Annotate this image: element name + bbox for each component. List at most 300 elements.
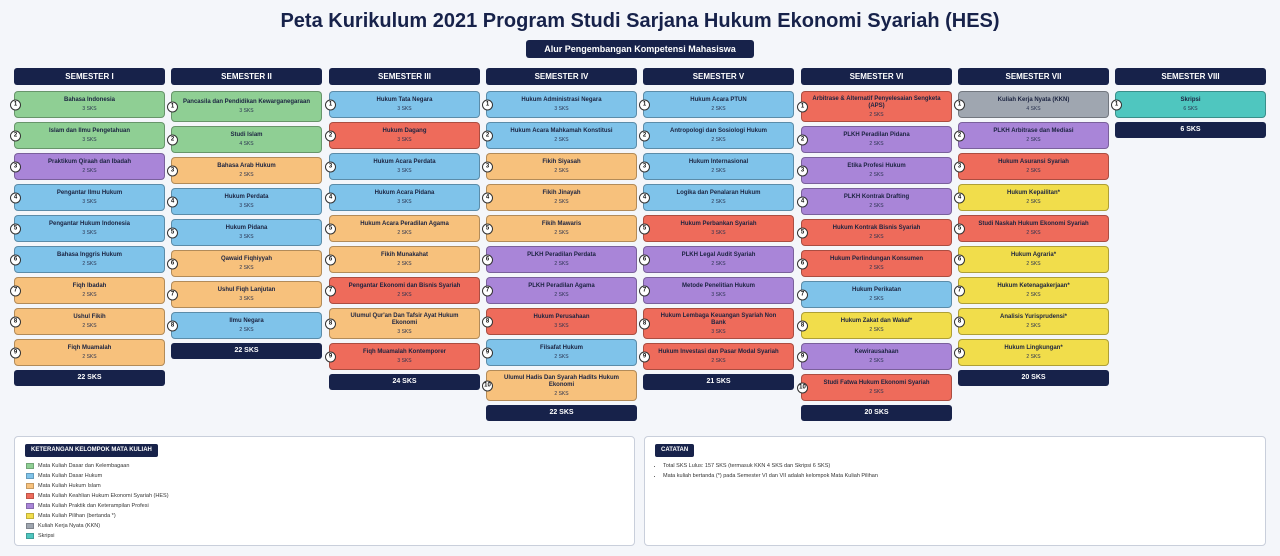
course-number-badge: 6 [482, 254, 493, 265]
course-name: Fiqh Ibadah [72, 283, 107, 289]
course-card[interactable] [14, 215, 165, 242]
course-name: Hukum Acara Pidana [374, 190, 435, 196]
legend-label: Mata Kuliah Praktik dan Keterampilan Profesi [38, 503, 149, 509]
course-name: Ulumul Hadis Dan Syarah Hadits Hukum Ekonomi [503, 374, 620, 388]
course-credits: 2 SKS [82, 292, 97, 298]
course-number-badge: 7 [10, 285, 21, 296]
course-number-badge: 8 [325, 318, 336, 329]
legend-item [26, 481, 169, 491]
course-name: PLKH Legal Audit Syariah [681, 252, 756, 258]
course-number-badge: 3 [954, 161, 965, 172]
legend-title: KETERANGAN KELOMPOK MATA KULIAH [25, 444, 158, 457]
course-number-badge: 1 [797, 101, 808, 112]
course-credits: 3 SKS [554, 323, 569, 329]
course-card[interactable] [958, 184, 1109, 211]
course-card[interactable] [958, 339, 1109, 366]
course-credits: 2 SKS [869, 172, 884, 178]
course-number-badge: 7 [325, 285, 336, 296]
course-credits: 3 SKS [397, 168, 412, 174]
course-card[interactable] [171, 157, 322, 184]
course-card[interactable] [14, 277, 165, 304]
course-card[interactable] [958, 246, 1109, 273]
course-name: Arbitrase & Alternatif Penyelesaian Sengketa (APS) [812, 95, 941, 109]
course-credits: 3 SKS [397, 199, 412, 205]
course-number-badge: 6 [325, 254, 336, 265]
legend-label: Kuliah Kerja Nyata (KKN) [38, 523, 101, 529]
course-number-badge: 2 [167, 134, 178, 145]
course-name: Hukum Acara Peradilan Agama [360, 221, 449, 227]
course-number-badge: 4 [797, 196, 808, 207]
course-number-badge: 5 [797, 227, 808, 238]
course-card[interactable] [801, 281, 952, 308]
course-credits: 2 SKS [869, 203, 884, 209]
course-card[interactable] [329, 277, 480, 304]
course-card[interactable] [643, 277, 794, 304]
course-name: Hukum Internasional [688, 159, 749, 165]
legend-label: Mata Kuliah Keahlian Hukum Ekonomi Syariah (HES) [38, 493, 169, 499]
course-credits: 2 SKS [1026, 354, 1041, 360]
course-number-badge: 2 [482, 130, 493, 141]
legend-swatch [26, 513, 34, 519]
course-number-badge: 2 [639, 130, 650, 141]
semester-total: 24 SKS [329, 374, 480, 390]
course-name: Pengantar Ilmu Hukum [56, 190, 123, 196]
course-number-badge: 7 [797, 289, 808, 300]
course-credits: 2 SKS [1026, 199, 1041, 205]
course-card[interactable] [14, 91, 165, 118]
legend-swatch [26, 463, 34, 469]
course-card[interactable] [171, 219, 322, 246]
course-credits: 2 SKS [869, 111, 884, 118]
note-item: • Mata kuliah bertanda (*) pada Semester VI dan VII adalah kelompok Mata Kuliah Pilihan [663, 473, 878, 483]
course-card[interactable] [958, 308, 1109, 335]
course-card[interactable] [329, 308, 480, 339]
page-title: Peta Kurikulum 2021 Program Studi Sarjana Hukum Ekonomi Syariah (HES) [280, 10, 1000, 32]
course-card[interactable] [801, 219, 952, 246]
course-name: Ilmu Negara [229, 318, 264, 324]
course-name: Fikih Siyasah [542, 159, 581, 165]
legend-swatch [26, 493, 34, 499]
legend-item [26, 501, 169, 511]
course-card[interactable] [486, 277, 637, 304]
course-name: Kuliah Kerja Nyata (KKN) [997, 97, 1070, 103]
legend-swatch [26, 473, 34, 479]
course-card[interactable] [801, 91, 952, 122]
course-card[interactable] [486, 370, 637, 401]
course-card[interactable] [801, 343, 952, 370]
course-number-badge: 2 [954, 130, 965, 141]
course-number-badge: 1 [1111, 99, 1122, 110]
course-credits: 2 SKS [869, 265, 884, 271]
course-number-badge: 7 [482, 285, 493, 296]
course-credits: 2 SKS [711, 358, 726, 364]
course-card[interactable] [329, 215, 480, 242]
course-card[interactable] [801, 126, 952, 153]
course-number-badge: 9 [954, 347, 965, 358]
course-credits: 3 SKS [239, 203, 254, 209]
legend-swatch [26, 523, 34, 529]
course-credits: 2 SKS [397, 230, 412, 236]
course-card[interactable] [486, 308, 637, 335]
semester-total: 20 SKS [958, 370, 1109, 386]
course-number-badge: 4 [482, 192, 493, 203]
legend-label: Mata Kuliah Hukum Islam [38, 483, 101, 489]
course-credits: 2 SKS [554, 137, 569, 143]
course-number-badge: 10 [482, 380, 493, 391]
course-credits: 3 SKS [239, 234, 254, 240]
course-card[interactable] [801, 188, 952, 215]
course-credits: 2 SKS [397, 292, 412, 298]
course-name: PLKH Peradilan Pidana [843, 132, 910, 138]
course-card[interactable] [643, 153, 794, 180]
course-card[interactable] [643, 343, 794, 370]
course-name: Hukum Perusahaan [533, 314, 590, 320]
course-credits: 2 SKS [711, 261, 726, 267]
course-card[interactable] [329, 184, 480, 211]
course-credits: 3 SKS [82, 106, 97, 112]
course-number-badge: 8 [639, 318, 650, 329]
course-card[interactable] [486, 215, 637, 242]
course-number-badge: 8 [167, 320, 178, 331]
legend-swatch [26, 503, 34, 509]
course-card[interactable] [958, 215, 1109, 242]
course-credits: 2 SKS [239, 265, 254, 271]
semester-total: 21 SKS [643, 374, 794, 390]
course-name: Ushul Fikih [73, 314, 106, 320]
course-name: Filsafat Hukum [539, 345, 583, 351]
course-name: Hukum Perdata [224, 194, 269, 200]
course-card[interactable] [643, 122, 794, 149]
course-number-badge: 4 [325, 192, 336, 203]
course-number-badge: 8 [954, 316, 965, 327]
course-card[interactable] [486, 184, 637, 211]
course-credits: 2 SKS [82, 323, 97, 329]
course-name: Skripsi [1180, 97, 1201, 103]
course-credits: 2 SKS [869, 389, 884, 395]
course-card[interactable] [958, 91, 1109, 118]
course-credits: 3 SKS [82, 137, 97, 143]
course-number-badge: 9 [10, 347, 21, 358]
course-credits: 2 SKS [711, 137, 726, 143]
notes-panel [644, 436, 1266, 546]
course-card[interactable] [801, 250, 952, 277]
course-number-badge: 6 [167, 258, 178, 269]
course-credits: 2 SKS [82, 354, 97, 360]
course-name: Bahasa Inggris Hukum [56, 252, 122, 258]
course-credits: 2 SKS [554, 199, 569, 205]
course-card[interactable] [171, 126, 322, 153]
course-name: Pengantar Hukum Indonesia [48, 221, 130, 227]
course-name: Studi Naskah Hukum Ekonomi Syariah [978, 221, 1089, 227]
course-name: Hukum Zakat dan Wakaf* [840, 318, 913, 324]
course-card[interactable] [958, 277, 1109, 304]
course-number-badge: 8 [797, 320, 808, 331]
note-item: • Total SKS Lulus: 157 SKS (termasuk KKN 4 SKS dan Skripsi 6 SKS) [663, 463, 878, 473]
course-credits: 3 SKS [397, 358, 412, 364]
course-number-badge: 7 [639, 285, 650, 296]
semester-column [1115, 68, 1266, 138]
course-name: Qawaid Fiqhiyyah [220, 256, 272, 262]
course-name: PLKH Peradilan Agama [528, 283, 595, 289]
course-card[interactable] [486, 153, 637, 180]
course-card[interactable] [329, 153, 480, 180]
course-credits: 3 SKS [711, 328, 726, 335]
semester-column [801, 68, 952, 421]
course-number-badge: 3 [639, 161, 650, 172]
course-number-badge: 6 [797, 258, 808, 269]
course-credits: 3 SKS [397, 106, 412, 112]
course-name: Fiqh Muamalah Kontemporer [362, 349, 446, 355]
course-credits: 2 SKS [869, 327, 884, 333]
semester-total: 22 SKS [171, 343, 322, 359]
course-card[interactable] [643, 184, 794, 211]
course-number-badge: 1 [954, 99, 965, 110]
legend-item [26, 491, 169, 501]
course-number-badge: 3 [325, 161, 336, 172]
course-credits: 2 SKS [1026, 292, 1041, 298]
course-number-badge: 4 [639, 192, 650, 203]
course-number-badge: 2 [10, 130, 21, 141]
legend-item [26, 521, 169, 531]
course-number-badge: 5 [954, 223, 965, 234]
course-card[interactable] [171, 91, 322, 122]
course-number-badge: 5 [639, 223, 650, 234]
course-name: Bahasa Indonesia [63, 97, 116, 103]
course-credits: 3 SKS [239, 296, 254, 302]
course-number-badge: 6 [639, 254, 650, 265]
course-name: Hukum Ketenagakerjaan* [997, 283, 1070, 289]
course-number-badge: 10 [797, 382, 808, 393]
course-credits: 2 SKS [869, 358, 884, 364]
course-credits: 2 SKS [554, 390, 569, 397]
course-credits: 6 SKS [1183, 106, 1198, 112]
course-card[interactable] [486, 339, 637, 366]
semester-column [958, 68, 1109, 386]
course-card[interactable] [643, 308, 794, 339]
course-credits: 3 SKS [711, 292, 726, 298]
course-card[interactable] [14, 339, 165, 366]
course-name: Logika dan Penalaran Hukum [676, 190, 761, 196]
course-name: Hukum Administrasi Negara [521, 97, 602, 103]
course-number-badge: 5 [167, 227, 178, 238]
course-name: Hukum Pidana [225, 225, 268, 231]
course-name: Praktikum Qiraah dan Ibadah [47, 159, 132, 165]
course-credits: 2 SKS [1026, 323, 1041, 329]
course-number-badge: 1 [482, 99, 493, 110]
course-name: Hukum Perbankan Syariah [680, 221, 757, 227]
course-card[interactable] [329, 343, 480, 370]
course-number-badge: 8 [10, 316, 21, 327]
course-name: Hukum Acara PTUN [690, 97, 747, 103]
course-card[interactable] [801, 157, 952, 184]
course-name: Pancasila dan Pendidikan Kewarganegaraan [182, 99, 311, 105]
course-number-badge: 3 [10, 161, 21, 172]
legend-label: Mata Kuliah Dasar dan Kelembagaan [38, 463, 130, 469]
semester-column [486, 68, 637, 421]
notes-title: CATATAN [655, 444, 694, 457]
course-number-badge: 4 [167, 196, 178, 207]
course-number-badge: 1 [167, 101, 178, 112]
course-credits: 2 SKS [1026, 137, 1041, 143]
course-name: Pengantar Ekonomi dan Bisnis Syariah [348, 283, 461, 289]
semester-header: SEMESTER VI [801, 68, 952, 85]
course-name: Analisis Yurisprudensi* [1000, 314, 1067, 320]
course-name: Kewirausahaan [854, 349, 899, 355]
semester-total: 6 SKS [1115, 122, 1266, 138]
course-card[interactable] [486, 122, 637, 149]
semester-header: SEMESTER IV [486, 68, 637, 85]
course-credits: 2 SKS [554, 354, 569, 360]
course-number-badge: 3 [167, 165, 178, 176]
course-name: Hukum Perikatan [851, 287, 902, 293]
course-name: Hukum Asuransi Syariah [998, 159, 1069, 165]
semester-total: 22 SKS [486, 405, 637, 421]
course-card[interactable] [171, 250, 322, 277]
course-number-badge: 2 [797, 134, 808, 145]
legend-swatch [26, 483, 34, 489]
course-card[interactable] [486, 91, 637, 118]
course-card[interactable] [14, 308, 165, 335]
semester-header: SEMESTER I [14, 68, 165, 85]
course-card[interactable] [643, 91, 794, 118]
course-name: PLKH Peradilan Perdata [527, 252, 596, 258]
course-name: Antropologi dan Sosiologi Hukum [670, 128, 767, 134]
legend-panel [14, 436, 635, 546]
course-number-badge: 9 [797, 351, 808, 362]
course-card[interactable] [486, 246, 637, 273]
course-number-badge: 6 [954, 254, 965, 265]
course-name: Hukum Dagang [382, 128, 427, 134]
course-card[interactable] [171, 281, 322, 308]
course-name: Ushul Fiqh Lanjutan [217, 287, 276, 293]
course-name: Hukum Acara Mahkamah Konstitusi [510, 128, 613, 134]
course-card[interactable] [1115, 91, 1266, 118]
semester-header: SEMESTER VII [958, 68, 1109, 85]
course-credits: 2 SKS [554, 292, 569, 298]
course-credits: 2 SKS [554, 168, 569, 174]
course-number-badge: 2 [325, 130, 336, 141]
course-name: Ulumul Qur'an Dan Tafsir Ayat Hukum Ekonomi [350, 312, 459, 326]
course-card[interactable] [958, 122, 1109, 149]
course-card[interactable] [14, 246, 165, 273]
course-credits: 2 SKS [1026, 168, 1041, 174]
course-number-badge: 8 [482, 316, 493, 327]
course-credits: 2 SKS [869, 141, 884, 147]
legend-item [26, 461, 169, 471]
course-credits: 2 SKS [82, 168, 97, 174]
semester-column [329, 68, 480, 390]
course-credits: 2 SKS [239, 327, 254, 333]
course-credits: 4 SKS [239, 141, 254, 147]
course-number-badge: 9 [482, 347, 493, 358]
course-name: Fikih Jinayah [542, 190, 581, 196]
legend-swatch [26, 533, 34, 539]
course-number-badge: 4 [954, 192, 965, 203]
course-number-badge: 4 [10, 192, 21, 203]
course-name: Hukum Lingkungan* [1004, 345, 1063, 351]
course-credits: 2 SKS [554, 230, 569, 236]
course-credits: 3 SKS [239, 108, 254, 114]
course-card[interactable] [643, 246, 794, 273]
course-card[interactable] [14, 184, 165, 211]
course-credits: 3 SKS [82, 230, 97, 236]
legend-label: Mata Kuliah Dasar Hukum [38, 473, 103, 479]
course-card[interactable] [958, 153, 1109, 180]
course-credits: 2 SKS [711, 168, 726, 174]
course-card[interactable] [801, 312, 952, 339]
course-credits: 3 SKS [82, 199, 97, 205]
legend-item [26, 471, 169, 481]
course-credits: 2 SKS [1026, 261, 1041, 267]
semester-header: SEMESTER III [329, 68, 480, 85]
course-name: Hukum Kepailitan* [1006, 190, 1060, 196]
course-credits: 2 SKS [711, 199, 726, 205]
course-name: Studi Fatwa Hukum Ekonomi Syariah [823, 380, 930, 386]
course-number-badge: 6 [10, 254, 21, 265]
course-name: PLKH Arbitrase dan Mediasi [993, 128, 1074, 134]
course-name: Hukum Acara Perdata [373, 159, 436, 165]
course-card[interactable] [171, 312, 322, 339]
course-name: Fiqh Muamalah [67, 345, 112, 351]
page-subtitle: Alur Pengembangan Kompetensi Mahasiswa [526, 40, 754, 58]
course-name: Islam dan Ilmu Pengetahuan [48, 128, 131, 134]
course-credits: 4 SKS [1026, 106, 1041, 112]
course-number-badge: 5 [482, 223, 493, 234]
course-card[interactable] [171, 188, 322, 215]
course-name: Hukum Agraria* [1010, 252, 1057, 258]
course-number-badge: 9 [639, 351, 650, 362]
course-name: Hukum Investasi dan Pasar Modal Syariah [658, 349, 779, 355]
course-number-badge: 5 [10, 223, 21, 234]
semester-header: SEMESTER V [643, 68, 794, 85]
course-card[interactable] [329, 122, 480, 149]
course-name: Hukum Kontrak Bisnis Syariah [832, 225, 921, 231]
course-credits: 3 SKS [397, 137, 412, 143]
semester-column [14, 68, 165, 386]
course-card[interactable] [14, 153, 165, 180]
course-credits: 2 SKS [869, 296, 884, 302]
course-credits: 2 SKS [554, 261, 569, 267]
course-card[interactable] [329, 246, 480, 273]
semester-total: 22 SKS [14, 370, 165, 386]
course-name: Hukum Lembaga Keuangan Syariah Non Bank [660, 312, 777, 326]
course-credits: 2 SKS [82, 261, 97, 267]
course-credits: 3 SKS [397, 328, 412, 335]
semester-column [171, 68, 322, 359]
course-card[interactable] [14, 122, 165, 149]
course-number-badge: 7 [167, 289, 178, 300]
legend-label: Mata Kuliah Pilihan (bertanda *) [38, 513, 116, 519]
legend-item [26, 511, 169, 521]
course-name: Bahasa Arab Hukum [217, 163, 276, 169]
course-credits: 2 SKS [397, 261, 412, 267]
course-credits: 2 SKS [239, 172, 254, 178]
course-number-badge: 9 [325, 351, 336, 362]
course-credits: 3 SKS [554, 106, 569, 112]
semester-total: 20 SKS [801, 405, 952, 421]
course-name: Fikih Munakahat [380, 252, 428, 258]
course-credits: 2 SKS [869, 234, 884, 240]
semester-header: SEMESTER II [171, 68, 322, 85]
course-number-badge: 1 [639, 99, 650, 110]
course-name: Etika Profesi Hukum [847, 163, 906, 169]
course-card[interactable] [801, 374, 952, 401]
legend-label: Skripsi [38, 533, 55, 539]
course-card[interactable] [329, 91, 480, 118]
course-number-badge: 3 [482, 161, 493, 172]
course-card[interactable] [643, 215, 794, 242]
legend-item [26, 531, 169, 541]
